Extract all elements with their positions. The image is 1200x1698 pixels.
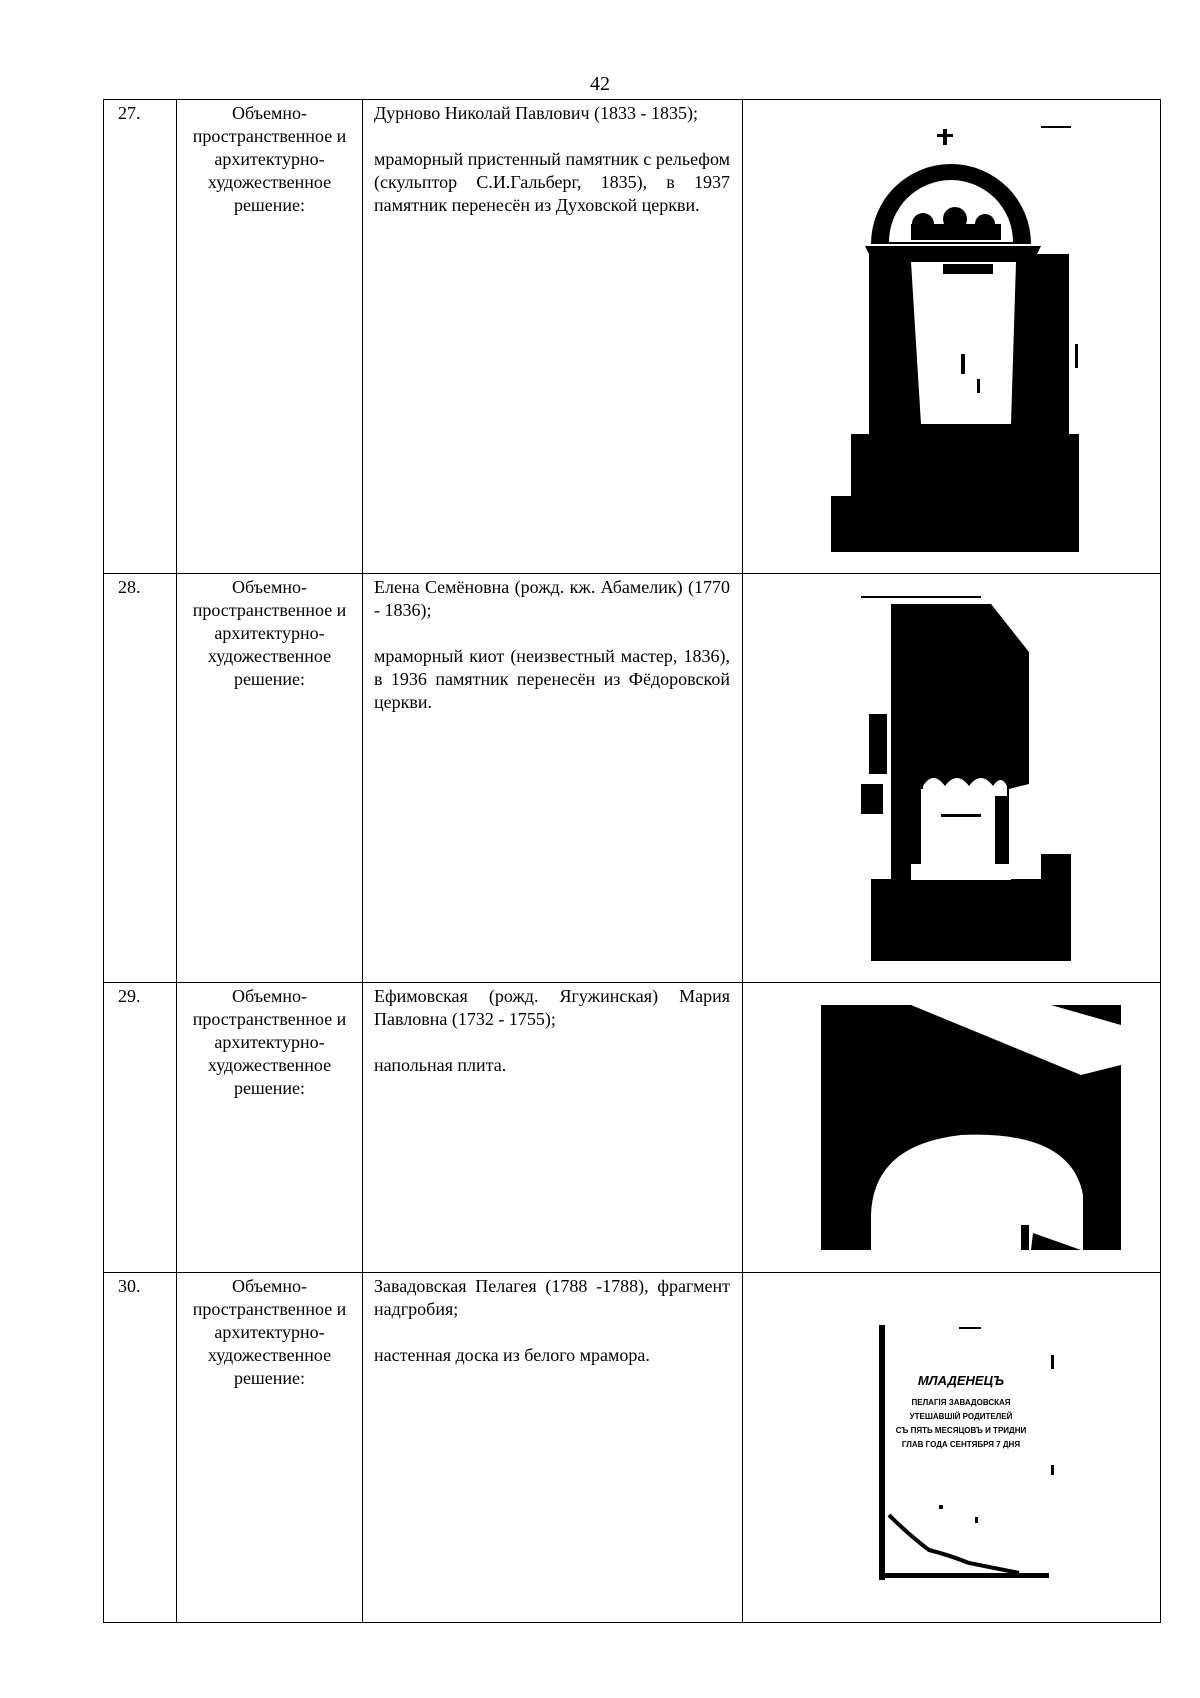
- plaque-line: ГЛАВ ГОДА СЕНТЯБРЯ 7 ДНЯ: [901, 1440, 1021, 1449]
- row-number: 29.: [104, 983, 177, 1273]
- row-description: [363, 100, 743, 574]
- plaque-line: УТЕШАВШІЙ РОДИТЕЛЕЙ: [909, 1412, 1013, 1421]
- table-row: [104, 1273, 1161, 1623]
- plaque-line: МЛАДЕНЕЦЪ: [917, 1373, 1005, 1388]
- table-row: [104, 983, 1161, 1273]
- row-number: 28.: [104, 574, 177, 983]
- row-category: Объемно-пространственное и архитектурно-художественное решение:: [177, 983, 363, 1273]
- person-name: Завадовская Пелагея (1788 -1788), фрагмент надгробия;: [374, 1276, 730, 1319]
- table-row: [104, 574, 1161, 983]
- monument-description: мраморный пристенный памятник с рельефом (скульптор С.И.Гальберг, 1835), в 1937 памятник перенесён из Духовской церкви.: [374, 149, 730, 215]
- row-category: Объемно-пространственное и архитектурно-художественное решение:: [177, 1273, 363, 1623]
- row-photo-cell: [743, 1273, 1161, 1623]
- row-category: Объемно-пространственное и архитектурно-художественное решение:: [177, 100, 363, 574]
- row-photo-cell: [743, 983, 1161, 1273]
- person-name: Дурново Николай Павлович (1833 - 1835);: [374, 103, 699, 123]
- wall-plaque-photo: [879, 1315, 1059, 1585]
- row-category: Объемно-пространственное и архитектурно-художественное решение:: [177, 574, 363, 983]
- row-description: [363, 574, 743, 983]
- plaque-line: СЪ ПЯТЬ МЕСЯЦОВЪ И ТРИДНИ: [895, 1426, 1027, 1435]
- row-description: [363, 1273, 743, 1623]
- row-number: 30.: [104, 1273, 177, 1623]
- page-number: 42: [590, 73, 610, 95]
- row-number: 27.: [104, 100, 177, 574]
- plaque-line: ПЕЛАГІЯ ЗАВАДОВСКАЯ: [911, 1398, 1011, 1407]
- monument-description: мраморный киот (неизвестный мастер, 1836), в 1936 памятник перенесён из Фёдоровской церкви.: [374, 646, 730, 712]
- row-photo-cell: [743, 574, 1161, 983]
- row-photo-cell: [743, 100, 1161, 574]
- marble-kiot-photo: [861, 594, 1076, 964]
- floor-slab-photo: [821, 1005, 1121, 1250]
- person-name: Ефимовская (рожд. Ягужинская) Мария Павловна (1732 - 1755);: [374, 986, 730, 1029]
- wall-monument-photo: [831, 114, 1101, 554]
- monuments-table: [103, 99, 1161, 1623]
- monument-description: напольная плита.: [374, 1055, 507, 1075]
- person-name: Елена Семёновна (рожд. кж. Абамелик) (1770 - 1836);: [374, 577, 730, 620]
- table-row: [104, 100, 1161, 574]
- row-description: [363, 983, 743, 1273]
- monument-description: настенная доска из белого мрамора.: [374, 1345, 650, 1365]
